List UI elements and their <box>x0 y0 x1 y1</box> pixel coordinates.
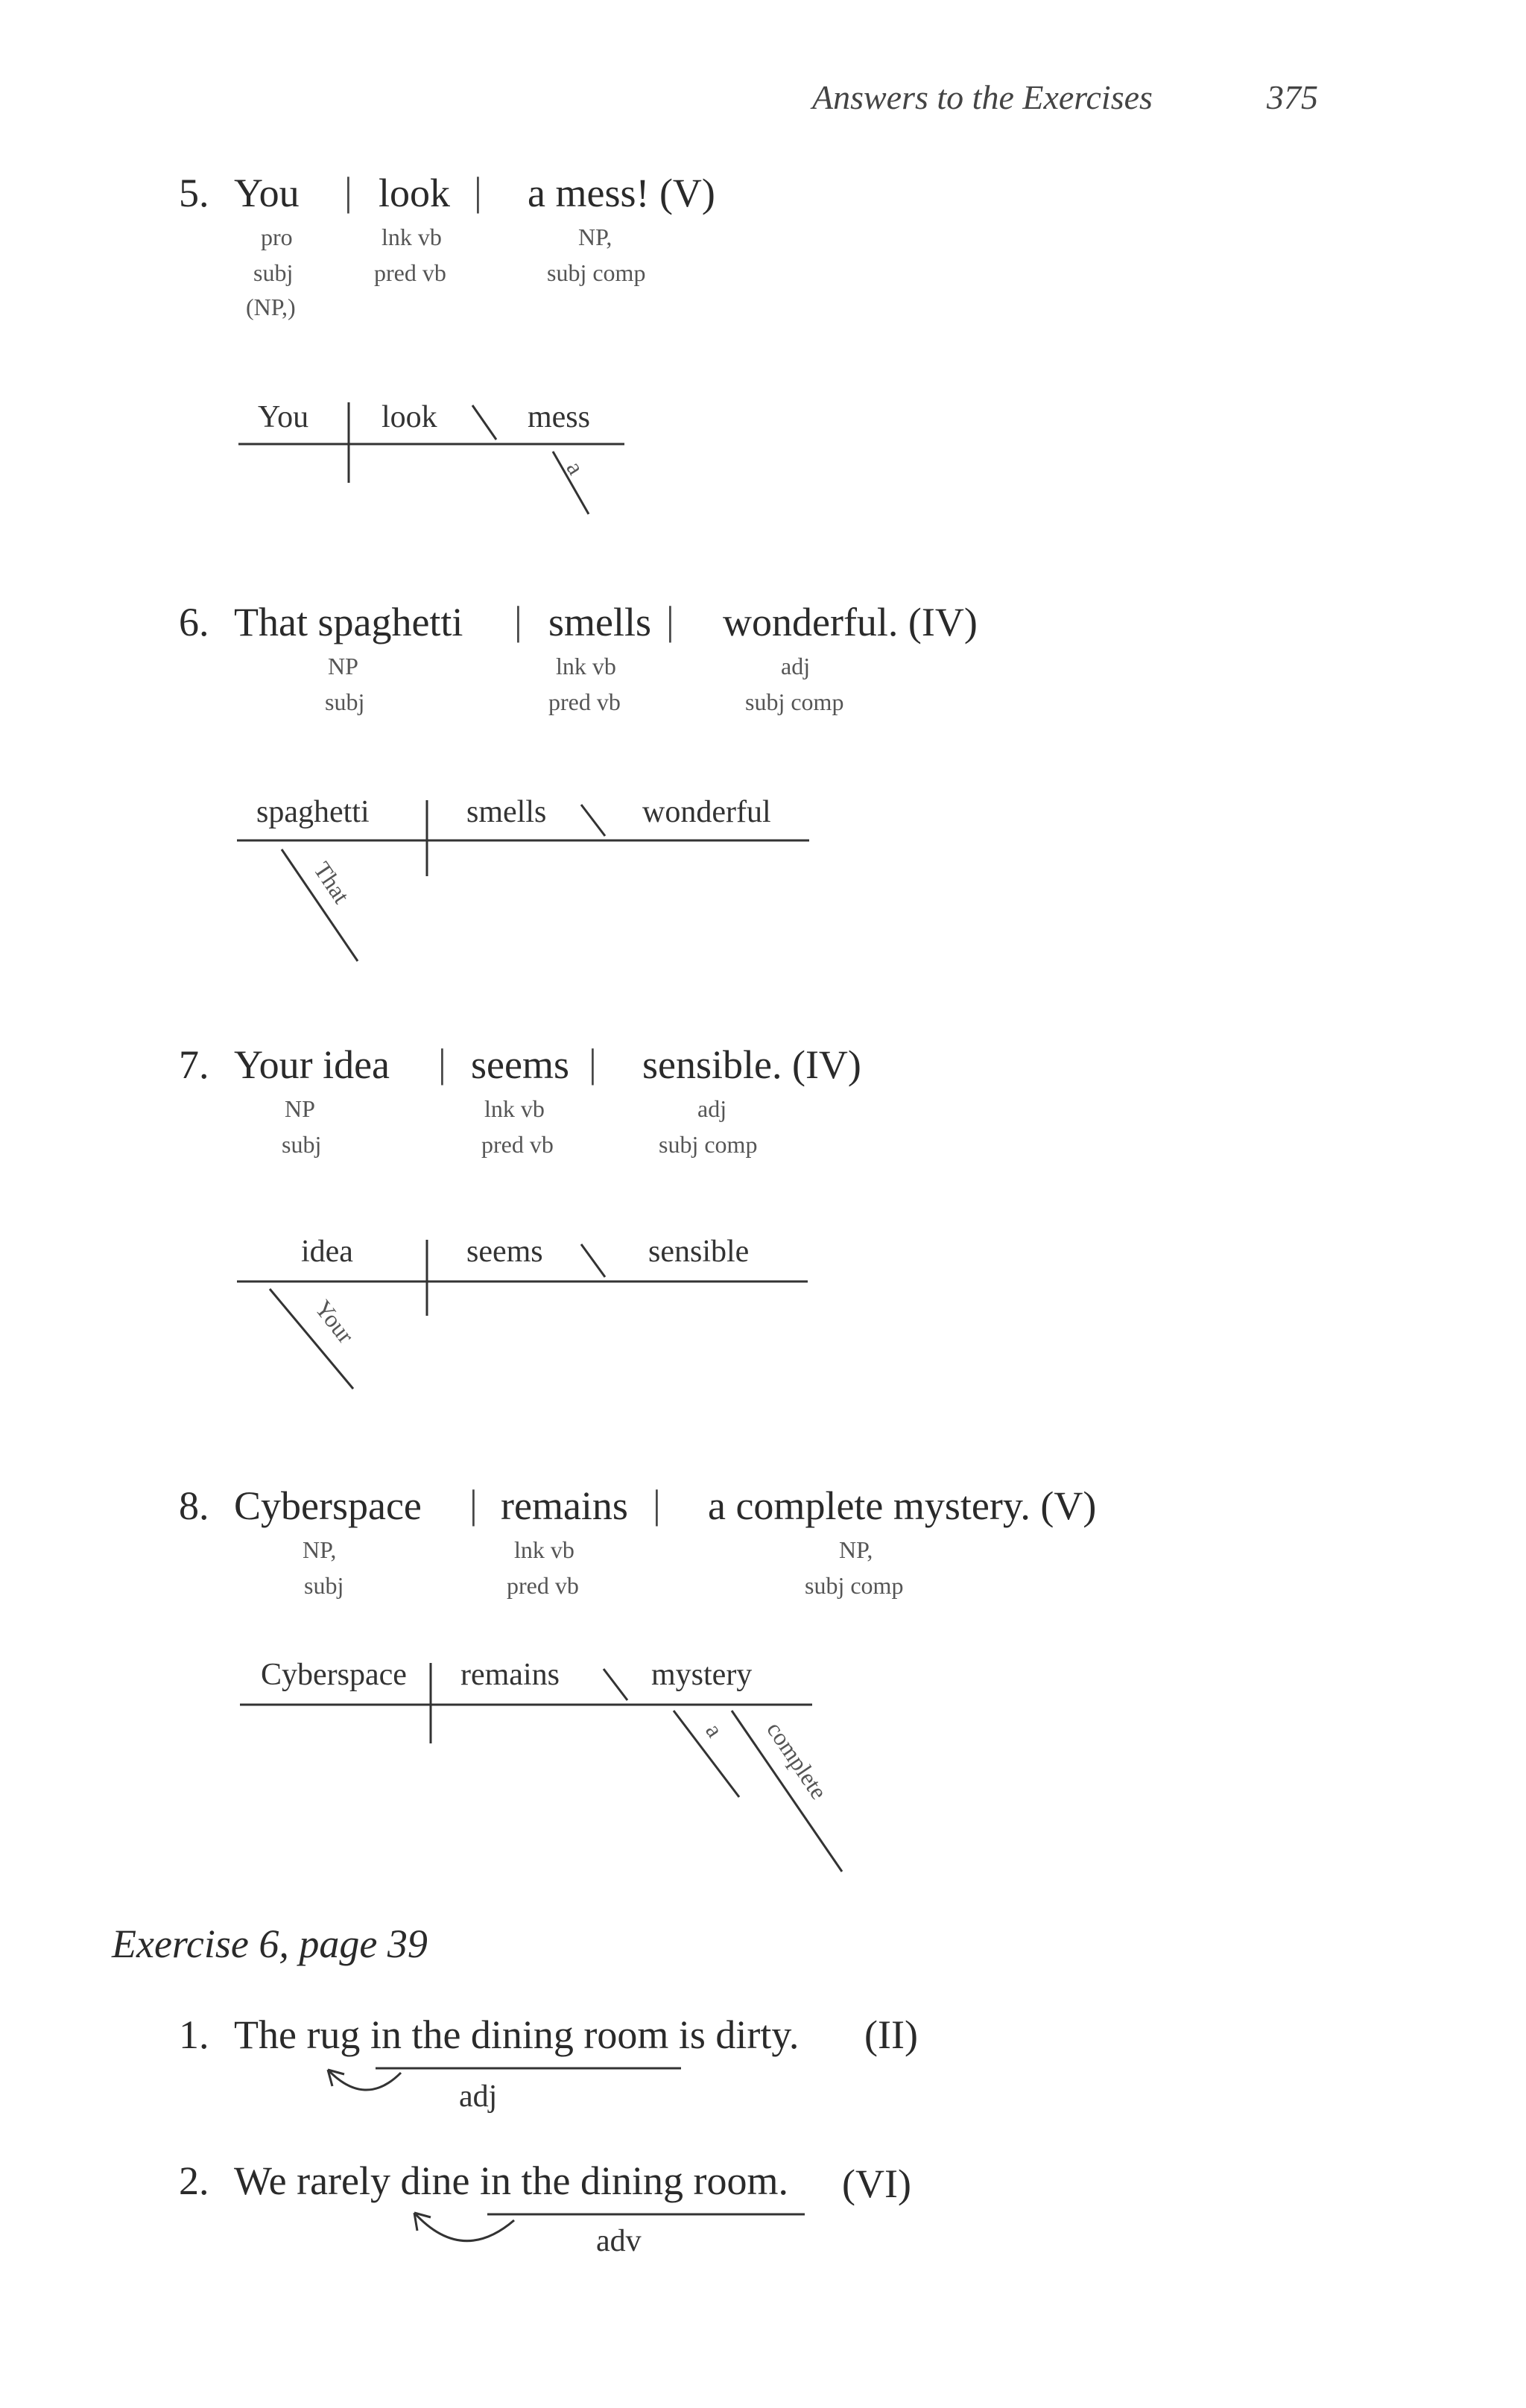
label: adj <box>781 653 811 679</box>
exercise-heading: Exercise 6, page 39 <box>112 1921 428 1966</box>
sentence-word: remains <box>501 1483 628 1528</box>
slot-divider: | <box>666 598 674 643</box>
diagram-verb: smells <box>466 795 547 829</box>
label: pred vb <box>374 259 446 286</box>
sentence-text: The rug <box>234 2012 370 2057</box>
label: NP <box>328 653 358 679</box>
diagram-subject: You <box>258 400 309 434</box>
sentence-word: wonderful. (IV) <box>723 600 978 644</box>
label: subj comp <box>805 1572 904 1599</box>
diagram-modifier: That <box>308 857 355 908</box>
sentence-line <box>234 2158 788 2204</box>
slot-divider: | <box>474 169 482 214</box>
sentence-word: That spaghetti <box>234 600 463 644</box>
slot-divider: | <box>653 1482 661 1527</box>
diagram-subject: Cyberspace <box>261 1658 407 1692</box>
diagram-complement: mystery <box>651 1658 753 1692</box>
item-number: 2. <box>179 2158 209 2203</box>
sentence-word: look <box>379 171 451 215</box>
sentence-word: sensible. (IV) <box>642 1042 861 1087</box>
slot-divider: | <box>514 598 522 643</box>
sentence-word: seems <box>471 1042 569 1087</box>
running-header-title: Answers to the Exercises <box>812 78 1153 116</box>
item-number: 6. <box>179 600 209 644</box>
diagram-8-lines <box>240 1663 842 1872</box>
item-number: 7. <box>179 1042 209 1087</box>
label: NP, <box>839 1536 873 1563</box>
sentence-word: smells <box>548 600 652 644</box>
diagram-complement: wonderful <box>642 795 771 829</box>
label: lnk vb <box>556 653 616 679</box>
label: subj comp <box>659 1131 758 1158</box>
sentence-pattern: (VI) <box>842 2161 911 2206</box>
prepositional-phrase: in the dining room <box>370 2012 669 2057</box>
slot-divider: | <box>344 169 352 214</box>
diagram-modifier: Your <box>309 1295 360 1349</box>
sentence-text: is dirty. <box>668 2012 800 2057</box>
diagram-subject: idea <box>301 1235 353 1269</box>
label: pred vb <box>507 1572 579 1599</box>
label: lnk vb <box>382 224 442 250</box>
label: subj comp <box>745 688 844 715</box>
sentence-word: Your idea <box>234 1042 390 1087</box>
label: lnk vb <box>484 1095 545 1122</box>
label: (NP,) <box>246 294 296 320</box>
sentence-word: Cyberspace <box>234 1483 422 1528</box>
sentence-word: a complete mystery. (V) <box>708 1483 1097 1528</box>
label: NP, <box>578 224 612 250</box>
sentence-pattern: (II) <box>864 2012 918 2057</box>
label: adj <box>697 1095 727 1122</box>
label: pred vb <box>548 688 621 715</box>
label: NP, <box>303 1536 337 1563</box>
diagram-modifier: complete <box>762 1717 833 1805</box>
label: NP <box>285 1095 315 1122</box>
label: subj <box>253 259 294 286</box>
diagram-modifier: a <box>561 456 590 480</box>
sentence-word: a mess! (V) <box>528 171 715 215</box>
label: subj comp <box>547 259 646 286</box>
label: subj <box>304 1572 344 1599</box>
label: subj <box>325 688 365 715</box>
label: subj <box>282 1131 322 1158</box>
page-number: 375 <box>1267 78 1318 116</box>
diagram-modifier: a <box>700 1718 729 1742</box>
slot-divider: | <box>438 1041 446 1086</box>
label: pred vb <box>481 1131 554 1158</box>
item-number: 8. <box>179 1483 209 1528</box>
diagram-verb: remains <box>460 1658 560 1692</box>
diagram-complement: sensible <box>648 1235 750 1269</box>
label: pro <box>261 224 293 250</box>
slot-divider: | <box>469 1482 478 1527</box>
diagram-complement: mess <box>528 400 590 434</box>
function-label: adj <box>459 2079 498 2114</box>
slot-divider: | <box>589 1041 597 1086</box>
label: lnk vb <box>514 1536 574 1563</box>
sentence-word: You <box>234 171 300 215</box>
diagram-verb: seems <box>466 1235 543 1269</box>
diagram-verb: look <box>382 400 437 434</box>
prepositional-phrase: in the dining room. <box>480 2158 788 2203</box>
sentence-line <box>234 2012 799 2058</box>
function-label: adv <box>596 2224 642 2258</box>
item-number: 1. <box>179 2012 209 2057</box>
diagram-subject: spaghetti <box>256 795 370 829</box>
item-number: 5. <box>179 171 209 215</box>
sentence-text: We rarely dine <box>234 2158 480 2203</box>
